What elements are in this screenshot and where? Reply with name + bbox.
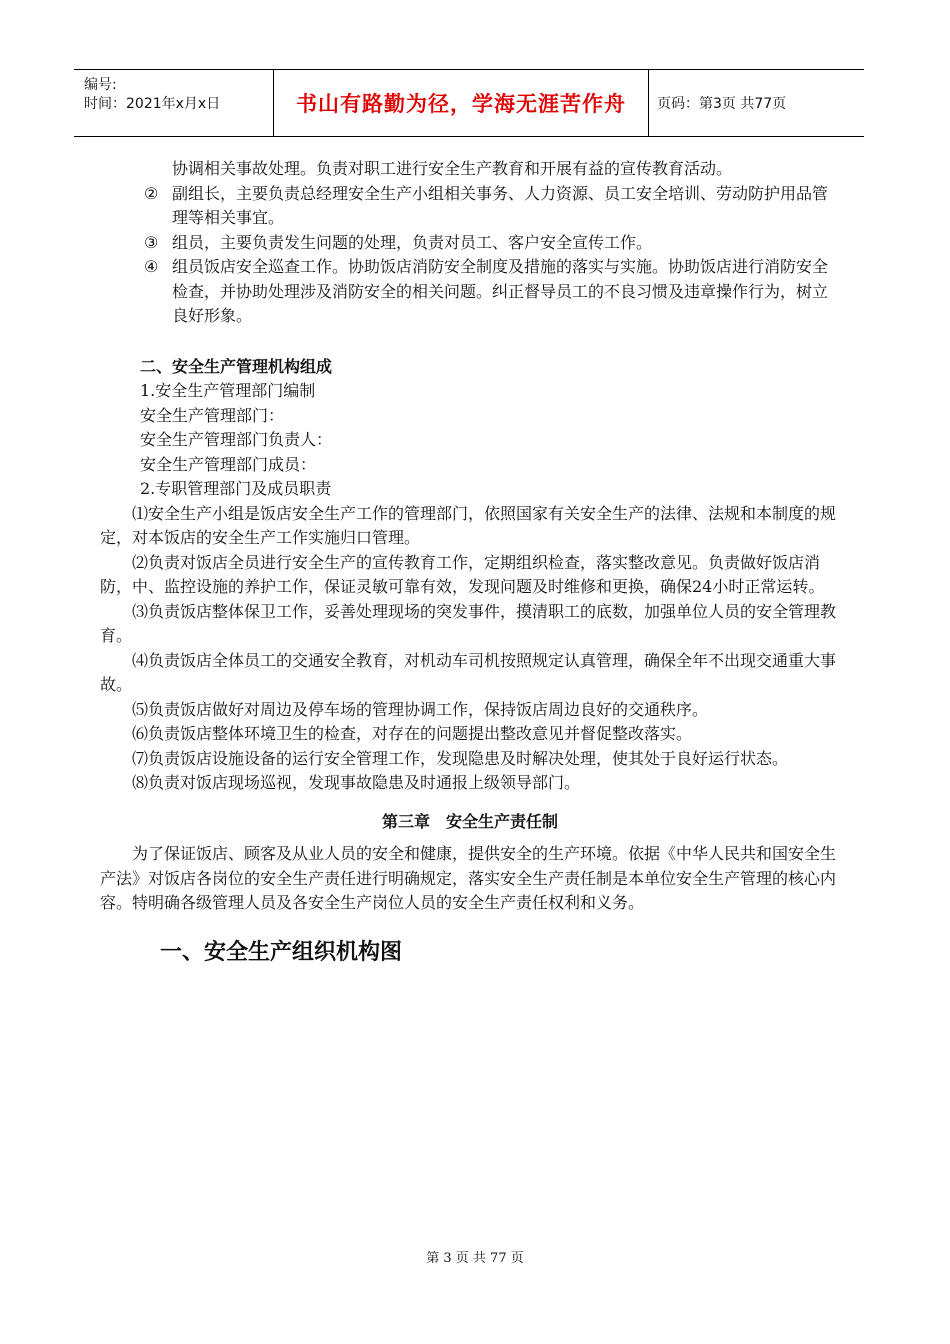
duty-paragraph: ⑻负责对饭店现场巡视，发现事故隐患及时通报上级领导部门。 — [132, 773, 581, 792]
duty-paragraph: ⑹负责饭店整体环境卫生的检查，对存在的问题提出整改意见并督促整改落实。 — [132, 724, 693, 743]
list-item — [100, 182, 840, 231]
org-chart-heading: 一、安全生产组织机构图 — [160, 938, 403, 965]
list-item-number: ④ — [144, 257, 159, 276]
page-footer: 第 3 页 共 77 页 — [426, 1251, 524, 1266]
document-number-label: 编号: — [84, 77, 117, 93]
subsection-title: 1.安全生产管理部门编制 — [140, 381, 316, 400]
duty-paragraph: ⑵负责对饭店全员进行安全生产的宣传教育工作，定期组织检查，落实整改意见。负责做好饭店消防，中、监控设施的养护工作，保证灵敏可靠有效，发现问题及时维修和更换，确保24小时正常运转。 — [100, 552, 825, 596]
header-meta — [74, 70, 274, 136]
duty-paragraph: ⑶负责饭店整体保卫工作，妥善处理现场的突发事件，摸清职工的底数，加强单位人员的安全管理教育。 — [100, 601, 837, 645]
list-item-number: ③ — [144, 232, 159, 252]
duty-paragraph: ⑺负责饭店设施设备的运行安全管理工作，发现隐患及时解决处理，使其处于良好运行状态。 — [132, 748, 789, 768]
header-page-label: 页码：第3页 共77页 — [657, 96, 787, 112]
list-item-text: 组员，主要负责发生问题的处理，负责对员工、客户安全宣传工作。 — [172, 232, 653, 252]
document-body — [100, 157, 840, 964]
list-item-number: ② — [144, 183, 159, 203]
list-item-text: 组员饭店安全巡查工作。协助饭店消防安全制度及措施的落实与实施。协助饭店进行消防安全检查，并协助处理涉及消防安全的相关问题。纠正督导员工的不良习惯及违章操作行为，树立良好形象。 — [172, 257, 829, 325]
subsection-title: 2.专职管理部门及成员职责 — [140, 479, 332, 498]
document-time-label: 时间：2021年x月x日 — [84, 96, 221, 112]
section-heading: 二、安全生产管理机构组成 — [140, 356, 333, 376]
chapter-title: 第三章 安全生产责任制 — [381, 811, 558, 831]
dept-line: 安全生产管理部门： — [140, 405, 285, 425]
list-item-text: 副组长，主要负责总经理安全生产小组相关事务、人力资源、员工安全培训、劳动防护用品管理等相关事宜。 — [172, 183, 829, 227]
dept-members-line: 安全生产管理部门成员： — [140, 454, 317, 474]
header-motto: 书山有路勤为径，学海无涯苦作舟 — [274, 70, 649, 136]
list-continuation: 协调相关事故处理。负责对职工进行安全生产教育和开展有益的宣传教育活动。 — [172, 159, 733, 178]
list-item — [100, 231, 840, 256]
duty-paragraph: ⑴安全生产小组是饭店安全生产工作的管理部门，依照国家有关安全生产的法律、法规和本制度的规定，对本饭店的安全生产工作实施归口管理。 — [100, 503, 837, 547]
list-item — [100, 255, 840, 329]
page-header — [74, 69, 864, 137]
duty-paragraph: ⑸负责饭店做好对周边及停车场的管理协调工作，保持饭店周边良好的交通秩序。 — [132, 699, 709, 719]
chapter-intro: 为了保证饭店、顾客及从业人员的安全和健康，提供安全的生产环境。依据《中华人民共和国安全生产法》对饭店各岗位的安全生产责任进行明确规定，落实安全生产责任制是本单位安全生产管理的核心内容。特明确各级管理人员及各安全生产岗位人员的安全生产责任权利和义务。 — [100, 844, 837, 912]
duty-paragraph: ⑷负责饭店全体员工的交通安全教育，对机动车司机按照规定认真管理，确保全年不出现交通重大事故。 — [100, 650, 837, 694]
dept-head-line: 安全生产管理部门负责人： — [140, 430, 333, 449]
